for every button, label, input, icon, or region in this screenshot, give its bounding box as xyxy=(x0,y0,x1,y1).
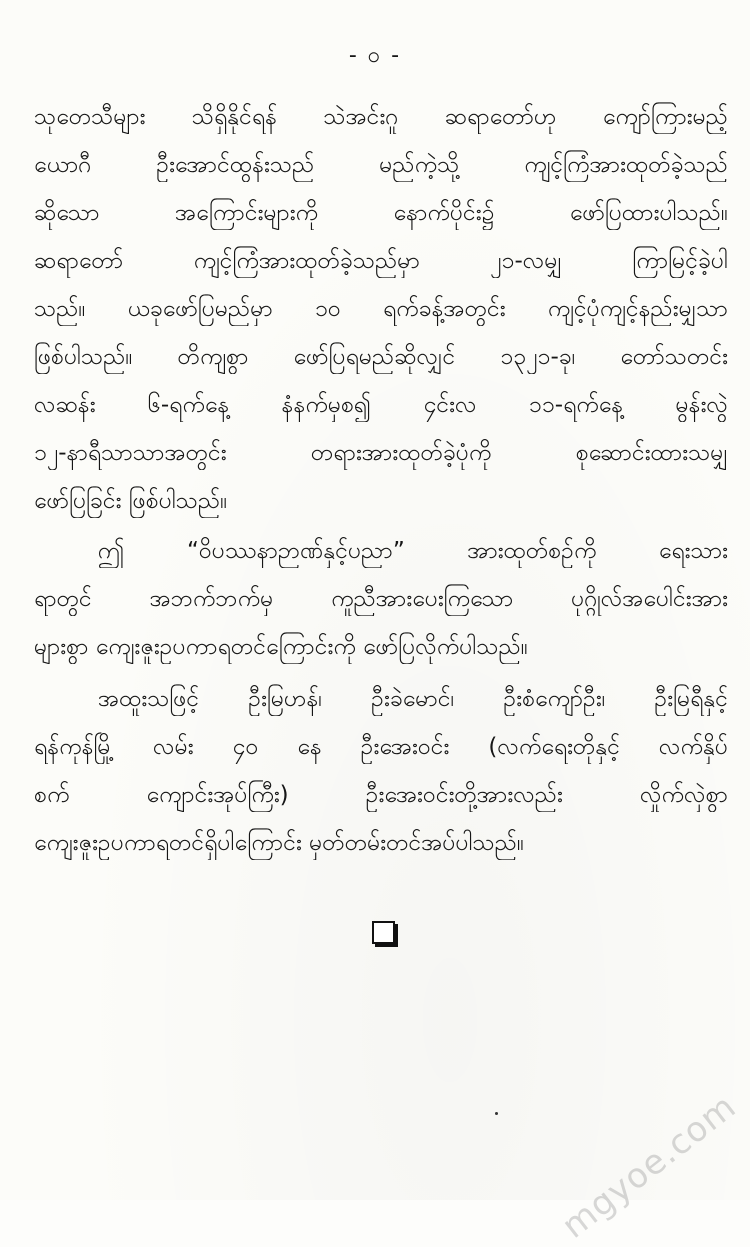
paragraph-2-line-1: ဤ “ဝိပဿနာဉာဏ်နှင့်ပညာ” အားထုတ်စဉ်ကို ရေးသား xyxy=(98,538,728,564)
paragraph-1-line-8: ၁၂-နာရီသာသာအတွင်း တရားအားထုတ်ခဲ့ပုံကို စုဆောင်းထားသမျှ xyxy=(34,440,728,466)
paragraph-3-line-3: စက် ကျောင်းအုပ်ကြီး) ဦးအေးဝင်းတို့အားလည်း လှိုက်လှဲစွာ xyxy=(34,782,728,808)
paragraph-1-line-6: ဖြစ်ပါသည်။ တိကျစွာ ဖော်ပြရမည်ဆိုလျှင် ၁၃၂၁-ခု၊ တော်သတင်း xyxy=(34,344,728,370)
square-end-mark-icon xyxy=(372,921,395,944)
paragraph-1-line-9: ဖော်ပြခြင်း ဖြစ်ပါသည်။ xyxy=(34,488,228,514)
page-number: - ၀ - xyxy=(348,43,402,68)
paragraph-2-line-3: များစွာ ကျေးဇူးဥပကာရတင်ကြောင်းကို ဖော်ပြလိုက်ပါသည်။ xyxy=(34,634,528,660)
paragraph-2-line-2: ရာတွင် အဘက်ဘက်မှ ကူညီအားပေးကြသော ပုဂ္ဂိုလ်အပေါင်းအား xyxy=(34,586,728,612)
paragraph-1-line-7: လဆန်း ၆-ရက်နေ့ နံနက်မှစ၍ ၄င်းလ ၁၁-ရက်နေ့ မွန်းလွဲ xyxy=(34,392,728,418)
paragraph-1-line-1: သုတေသီများ သိရှိနိုင်ရန် သဲအင်းဂူ ဆရာတော်ဟု ကျော်ကြားမည့် xyxy=(34,104,728,130)
paragraph-3-line-2: ရန်ကုန်မြို့ လမ်း ၄၀ နေ ဦးအေးဝင်း (လက်ရေးတိုနှင့် လက်နှိပ် xyxy=(34,734,728,760)
paragraph-1-line-2: ယောဂီ ဦးအောင်ထွန်းသည် မည်ကဲ့သို့ ကျင့်ကြံအားထုတ်ခဲ့သည် xyxy=(34,152,728,178)
paragraph-1-line-3: ဆိုသော အကြောင်းများကို နောက်ပိုင်း၌ ဖော်ပြထားပါသည်။ xyxy=(34,200,728,226)
paragraph-1-line-4: ဆရာတော် ကျင့်ကြံအားထုတ်ခဲ့သည်မှာ ၂၁-လမျှ ကြာမြင့်ခဲ့ပါ xyxy=(34,248,728,274)
watermark-text: mgyoe.com xyxy=(554,1086,744,1247)
paragraph-3-line-1: အထူးသဖြင့် ဦးမြဟန်၊ ဦးခဲမောင်၊ ဦးစံကျော်ဦး၊ ဦးမြရီနှင့် xyxy=(98,686,728,712)
paper-speck xyxy=(495,1112,498,1115)
paragraph-1-line-5: သည်။ ယခုဖော်ပြမည်မှာ ၁၀ ရက်ခန့်အတွင်း ကျင့်ပုံကျင့်နည်းမျှသာ xyxy=(34,296,728,322)
paragraph-3-line-4: ကျေးဇူးဥပကာရတင်ရှိပါကြောင်း မှတ်တမ်းတင်အပ်ပါသည်။ xyxy=(34,830,524,856)
